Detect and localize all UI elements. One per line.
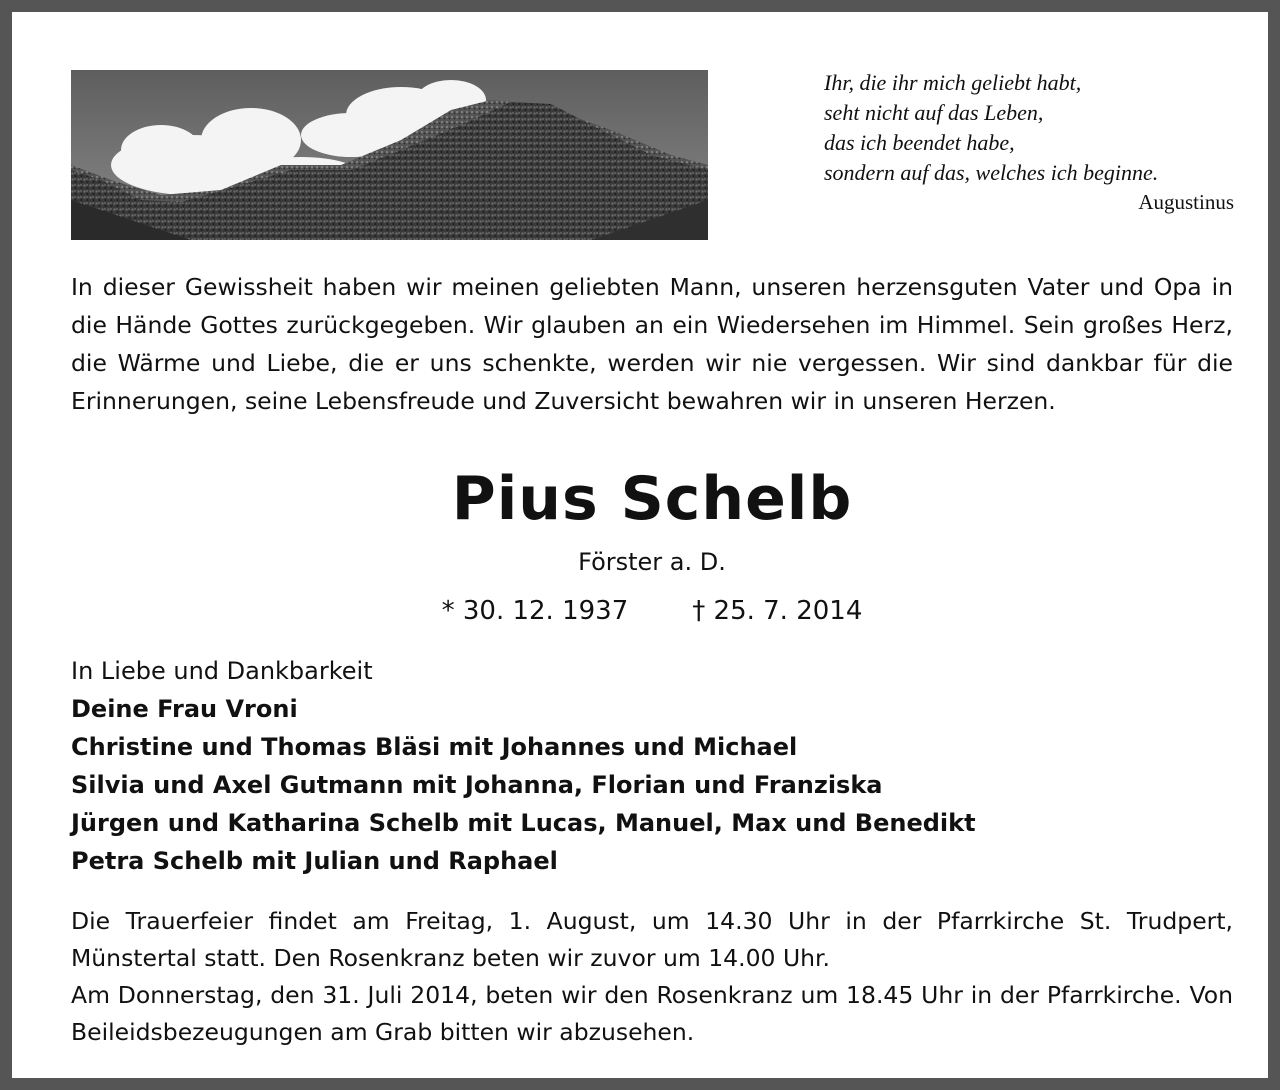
birth-date: * 30. 12. 1937 bbox=[441, 596, 629, 626]
intro-text: In dieser Gewissheit haben wir meinen geliebten Mann, unseren herzensguten Vater und Opa in die Hände Gottes zurückgegeben. Wir glauben an ein Wiedersehen im Himmel. Sein großes Herz, die Wärme und Liebe, die er uns schenkte, werden wir nie vergessen. Wir sind dankbar für die Erinnerungen, seine Lebensfreude und Zuversicht bewahren wir in unseren Herzen. bbox=[71, 273, 1233, 415]
service-info bbox=[71, 903, 1233, 1051]
family-member: Silvia und Axel Gutmann mit Johanna, Florian und Franziska bbox=[71, 771, 883, 799]
family-member: Petra Schelb mit Julian und Raphael bbox=[71, 847, 558, 875]
quote-line: seht nicht auf das Leben, bbox=[824, 100, 1044, 125]
deceased-profession: Förster a. D. bbox=[578, 548, 726, 576]
death-date: † 25. 7. 2014 bbox=[692, 596, 863, 626]
quote-author: Augustinus bbox=[1138, 190, 1234, 214]
quote-line: sondern auf das, welches ich beginne. bbox=[824, 160, 1159, 185]
quote-line: das ich beendet habe, bbox=[824, 130, 1015, 155]
quote-line: Ihr, die ihr mich geliebt habt, bbox=[824, 70, 1082, 95]
deceased-name: Pius Schelb bbox=[451, 464, 853, 534]
family-lead: In Liebe und Dankbarkeit bbox=[71, 657, 373, 685]
quote bbox=[824, 68, 1234, 214]
family-list bbox=[71, 652, 1231, 880]
service-paragraph: Am Donnerstag, den 31. Juli 2014, beten wir den Rosenkranz um 18.45 Uhr in der Pfarrkirche. Von Beileidsbezeugungen am Grab bitten wir abzusehen. bbox=[71, 981, 1233, 1046]
family-member: Deine Frau Vroni bbox=[71, 695, 298, 723]
life-dates bbox=[12, 596, 1280, 626]
family-member: Jürgen und Katharina Schelb mit Lucas, Manuel, Max und Benedikt bbox=[71, 809, 976, 837]
family-member: Christine und Thomas Bläsi mit Johannes und Michael bbox=[71, 733, 798, 761]
service-paragraph: Die Trauerfeier findet am Freitag, 1. August, um 14.30 Uhr in der Pfarrkirche St. Trudpert, Münstertal statt. Den Rosenkranz beten wir zuvor um 14.00 Uhr. bbox=[71, 907, 1233, 972]
mountain-photo bbox=[71, 70, 708, 240]
